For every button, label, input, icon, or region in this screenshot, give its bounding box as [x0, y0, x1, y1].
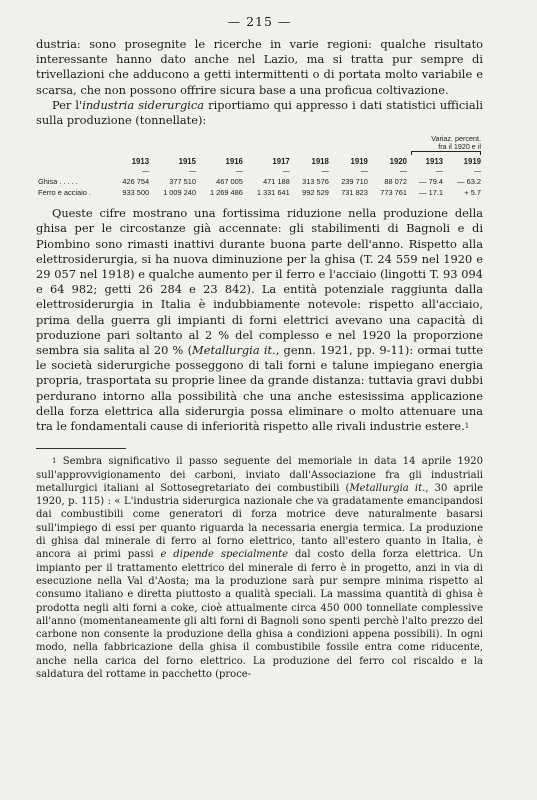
table-cell: 1 331 641: [256, 188, 290, 198]
footnote-post: dal costo della forza elettrica. Un impianto per il trattamento elettrico del minerale di ferro è in progetto, anzi in via di esecuzione nella Val d'Aosta; ma la produzione sarà pur sempre minima rispetto al consumo italiano e diretta piuttosto a qualità speciali. La massima quantità di ghisa è prodotta negli alti forni a coke, cioè attualmente circa 450 000 tonnellate complessive all'anno (momentaneamente gli alti forni di Bagnoli sono spenti perchè l'alto prezzo del carbone non consente la produzione della ghisa a condizioni appena possibili). In ogni modo, nella fabbricazione della ghisa il combustibile fossile entra come riducente, anche nella carica del forno elettrico. La produzione del ferro col riscaldo e la saldatura del rottame in pacchetto (proce-: [36, 549, 483, 681]
table-cell: 1 009 240: [163, 188, 196, 198]
year-header: 1919: [463, 157, 481, 167]
paragraph-2-post: riportiamo qui appresso i dati statistici ufficiali sulla produzione (tonnellate):: [36, 97, 483, 128]
variaz-brace: [411, 151, 481, 155]
table-cell: — 63.2: [457, 177, 481, 187]
footnote-marker: 1: [464, 422, 470, 431]
year-header: 1913: [425, 157, 443, 167]
variaz-header: [409, 134, 483, 156]
paragraph-2-pre: Per l': [52, 97, 83, 112]
footnote-rule: [36, 448, 126, 449]
year-header: 1920: [389, 157, 407, 167]
footnote-italic-2: e dipende specialmente: [160, 549, 289, 561]
table-cell: 313 576: [302, 177, 329, 187]
footnote-pre: Sembra significativo il passo seguente del memoriale in data 14 aprile 1920 sull'approvvigionamento dei carboni, inviato dall'Associazione fra gli industriali metallurgici italiani al Sottosegretariato dei combustibili (: [36, 456, 483, 494]
year-header: 1917: [272, 157, 290, 167]
paragraph-3: [36, 206, 483, 434]
table-cell: 731 823: [341, 188, 368, 198]
table-cell: 377 510: [169, 177, 196, 187]
table-cell: 1 269 486: [209, 188, 243, 198]
paragraph-3-italic: Metallurgia it.: [192, 343, 276, 358]
variaz-header-line2: fra il 1920 e il: [438, 142, 481, 152]
year-header: 1915: [178, 157, 196, 167]
table-cell: + 5.7: [464, 188, 481, 198]
table-row: [36, 187, 483, 198]
footnote-number: 1: [52, 457, 57, 466]
variaz-header-line1: Variaz. percent.: [431, 134, 481, 144]
table-cell: 239 710: [341, 177, 368, 187]
paragraph-3-tail: , genn. 1921, pp. 9-11): ormai tutte le società siderurgiche posseggono di tali forni e talune impiegano energia propria, trasportata su proprie linee da grande distanza: tuttavia gravi dubbi perdurano intorno alla possibilità che una anche estesissima applicazione della forza elettrica alla siderurgia possa eliminare o molto attenuare una tra le fondamentali cause di inferiorità rispetto alle rivali industrie estere.: [36, 343, 484, 434]
year-header: 1916: [225, 157, 243, 167]
year-header: 1913: [131, 157, 150, 167]
year-header: 1918: [311, 157, 329, 167]
table-cell: 992 529: [302, 188, 329, 198]
table-cell: 426 754: [122, 177, 150, 187]
year-header-row: [36, 156, 483, 168]
paragraph-3-body: Queste cifre mostrano una fortissima riduzione nella produzione della ghisa per le circostanze già accennate: gli stabilimenti di Bagnoli e di Piombino sono rimasti inattivi durante buona parte dell'anno. Rispetto alla elettrosiderurgia, si ha nuova diminuzione per la ghisa (T. 24 559 nel 1920 e 29 057 nel 1918) e qualche aumento per il ferro e l'acciaio (lingotti T. 93 094 e 64 982; getti 26 284 e 23 842). La entità potenziale raggiunta dalla elettrosiderurgia in Italia è indubbiamente notevole: rispetto all'acciaio, prima della guerra gli impianti di forni elettrici avevano una capacità di produzione pari soltanto al 2 % del complesso e nel 1920 la proporzione sembra sia salita al 20 %: [36, 206, 483, 358]
paragraph-2: [36, 98, 483, 128]
table-cell: — 79.4: [419, 177, 443, 187]
paragraph-2-italic: industria siderurgica: [82, 97, 205, 112]
paragraph-1: dustria: sono prosegnite le ricerche in varie regioni: qualche risultato interessante hanno dato anche nel Lazio, ma si tratta pur sempre di trivellazioni che adducono a getti intermittenti o di portata molto variabile e scarsa, che non possono offrire sicura base a una proficua coltivazione.: [36, 37, 483, 97]
row-label: Ghisa . . . . .: [38, 177, 78, 187]
production-table: [36, 134, 483, 198]
dash-row: — — — — — — — — —: [142, 168, 481, 176]
table-row: [36, 176, 483, 187]
year-header: 1919: [350, 157, 368, 167]
table-cell: 88 072: [384, 177, 407, 187]
table-cell: 933 500: [122, 188, 150, 198]
footnote-mid: , 30 aprile 1920, p. 115) : « L'industria siderurgica nazionale che va gradatamente emancipandosi dai combustibili come generatori di forza motrice deve naturalmente basarsi sull'impiego di essi per quanto riguarda la necessaria energia termica. La produzione di ghisa dal minerale di ferro al forno elettrico, tanto all'estero quanto in Italia, è ancora ai primi passi: [36, 482, 483, 561]
table-cell: 471 188: [263, 177, 290, 187]
page-number: — 215 —: [227, 14, 292, 29]
footnote: [36, 455, 483, 681]
paren-open: (: [187, 343, 193, 358]
footnote-italic-1: Metallurgia it.: [349, 482, 426, 494]
row-label: Ferro e acciaio .: [38, 188, 91, 198]
table-cell: 773 761: [380, 188, 407, 198]
table-cell: — 17.1: [419, 188, 443, 198]
table-cell: 467 005: [216, 177, 243, 187]
